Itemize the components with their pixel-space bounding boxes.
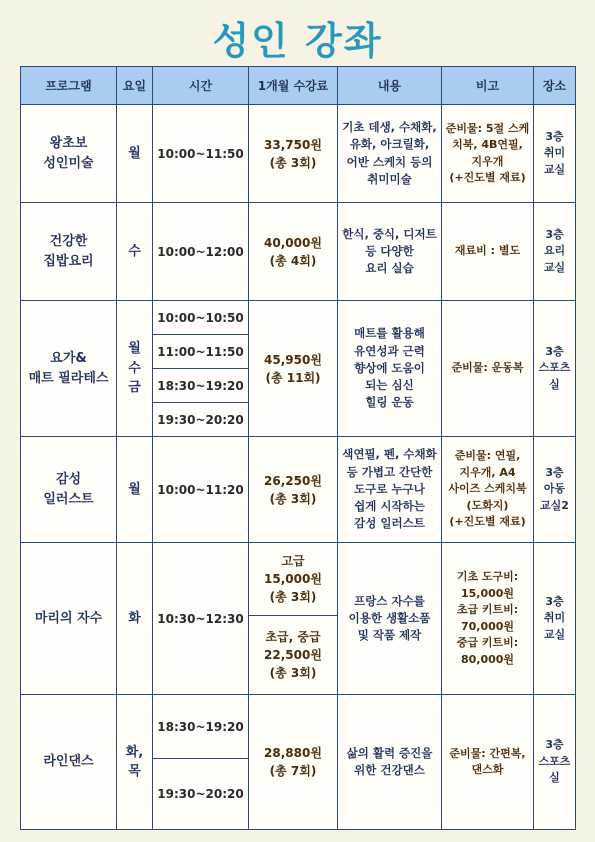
header-place: 장소 bbox=[534, 67, 576, 105]
course-time: 19:30~20:20 bbox=[153, 759, 249, 830]
course-time: 18:30~19:20 bbox=[153, 369, 249, 403]
course-note: 준비물: 간편복, 댄스화 bbox=[442, 695, 534, 830]
course-place: 3층 스포츠 실 bbox=[534, 301, 576, 437]
course-time: 10:00~10:50 bbox=[153, 301, 249, 335]
course-place: 3층 요리 교실 bbox=[534, 203, 576, 301]
course-note: 기초 도구비: 15,000원 초급 키트비: 70,000원 중급 키트비: 80,000원 bbox=[442, 543, 534, 695]
table-row bbox=[21, 543, 576, 616]
course-time: 10:00~11:20 bbox=[153, 437, 249, 543]
course-content: 기초 데생, 수채화, 유화, 아크릴화, 어반 스케치 등의 취미미술 bbox=[338, 105, 442, 203]
course-place: 3층 취미 교실 bbox=[534, 543, 576, 695]
course-time: 10:00~11:50 bbox=[153, 105, 249, 203]
table-row bbox=[21, 105, 576, 203]
course-note: 재료비 : 별도 bbox=[442, 203, 534, 301]
table-row bbox=[21, 203, 576, 301]
course-place: 3층 스포츠 실 bbox=[534, 695, 576, 830]
course-time: 19:30~20:20 bbox=[153, 403, 249, 437]
course-note: 준비물: 연필, 지우개, A4 사이즈 스케치북 (도화지) (+진도별 재료) bbox=[442, 437, 534, 543]
course-fee-advanced: 고급 15,000원 (총 3회) bbox=[249, 543, 338, 616]
header-day: 요일 bbox=[117, 67, 153, 105]
course-note: 준비물: 운동복 bbox=[442, 301, 534, 437]
header-note: 비고 bbox=[442, 67, 534, 105]
course-content: 매트를 활용해 유연성과 근력 향상에 도움이 되는 심신 힐링 운동 bbox=[338, 301, 442, 437]
table-row bbox=[21, 437, 576, 543]
course-fee: 26,250원 (총 3회) bbox=[249, 437, 338, 543]
course-program: 건강한 집밥요리 bbox=[21, 203, 117, 301]
course-content: 색연필, 펜, 수채화 등 가볍고 간단한 도구로 누구나 쉽게 시작하는 감성 일러스트 bbox=[338, 437, 442, 543]
course-fee: 45,950원 (총 11회) bbox=[249, 301, 338, 437]
table-header-row bbox=[21, 67, 576, 105]
course-day: 화,목 bbox=[117, 695, 153, 830]
course-schedule-table bbox=[20, 66, 576, 830]
course-time: 18:30~19:20 bbox=[153, 695, 249, 759]
course-note: 준비물: 5절 스케 치북, 4B연필, 지우개 (+진도별 재료) bbox=[442, 105, 534, 203]
course-fee: 40,000원 (총 4회) bbox=[249, 203, 338, 301]
course-time: 11:00~11:50 bbox=[153, 335, 249, 369]
course-time: 10:00~12:00 bbox=[153, 203, 249, 301]
course-day: 월 bbox=[117, 105, 153, 203]
course-day: 월 수 금 bbox=[117, 301, 153, 437]
course-place: 3층 취미 교실 bbox=[534, 105, 576, 203]
table-row bbox=[21, 301, 576, 335]
course-content: 프랑스 자수를 이용한 생활소품 및 작품 제작 bbox=[338, 543, 442, 695]
page-title: 성인 강좌 bbox=[212, 19, 383, 63]
course-program: 마리의 자수 bbox=[21, 543, 117, 695]
header-time: 시간 bbox=[153, 67, 249, 105]
header-fee: 1개월 수강료 bbox=[249, 67, 338, 105]
course-place: 3층 아동 교실2 bbox=[534, 437, 576, 543]
course-program: 왕초보 성인미술 bbox=[21, 105, 117, 203]
table-row bbox=[21, 695, 576, 759]
course-program: 요가& 매트 필라테스 bbox=[21, 301, 117, 437]
header-content: 내용 bbox=[338, 67, 442, 105]
course-fee: 33,750원 (총 3회) bbox=[249, 105, 338, 203]
course-content: 한식, 중식, 디저트 등 다양한 요리 실습 bbox=[338, 203, 442, 301]
course-day: 화 bbox=[117, 543, 153, 695]
course-time: 10:30~12:30 bbox=[153, 543, 249, 695]
course-program: 라인댄스 bbox=[21, 695, 117, 830]
course-day: 수 bbox=[117, 203, 153, 301]
course-day: 월 bbox=[117, 437, 153, 543]
course-content: 삶의 활력 증진을 위한 건강댄스 bbox=[338, 695, 442, 830]
course-fee-beginner: 초급, 중급 22,500원 (총 3회) bbox=[249, 616, 338, 695]
header-program: 프로그램 bbox=[21, 67, 117, 105]
course-fee: 28,880원 (총 7회) bbox=[249, 695, 338, 830]
course-program: 감성 일러스트 bbox=[21, 437, 117, 543]
